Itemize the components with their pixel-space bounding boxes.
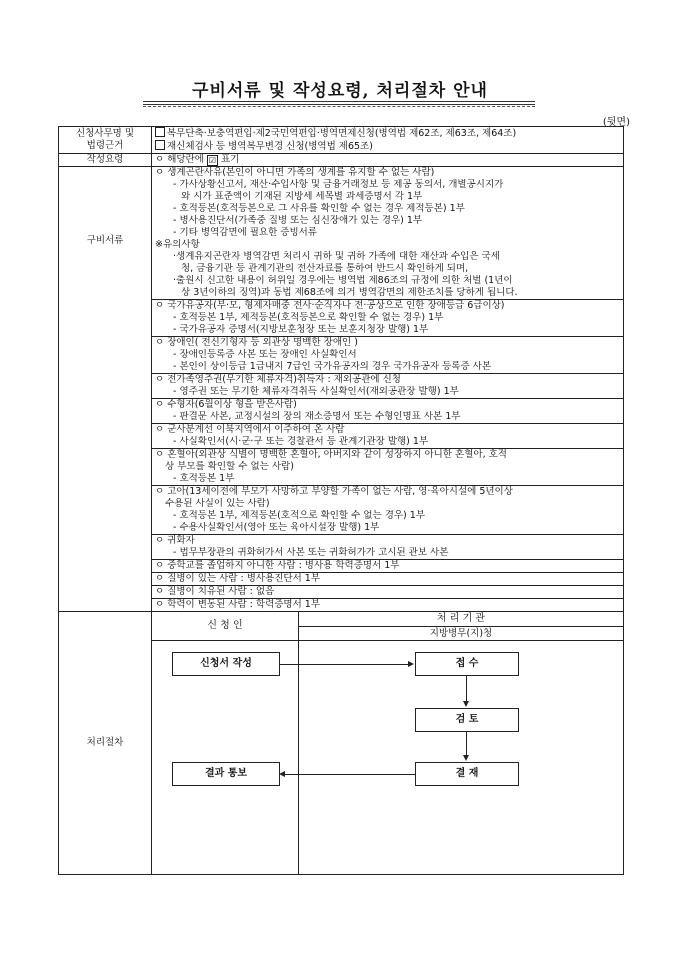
step-decide: 결 재 [415, 762, 519, 786]
document-requirement-block [152, 399, 623, 424]
requirement-item: - 법무부장관의 귀화허가서 사본 또는 귀화허가가 고시된 관보 사본 [173, 547, 449, 558]
requirement-heading: ㅇ 군사분계선 이북지역에서 이주하여 온 사람 [155, 424, 345, 435]
requirement-heading: ㅇ 학력이 변동된 사람 : 학력증명서 1부 [155, 599, 321, 610]
requirement-heading: ㅇ 질병이 치유된 사람 : 없음 [155, 586, 275, 597]
row-documents [59, 167, 624, 612]
document-requirement-block [152, 374, 623, 399]
checkbox[interactable] [155, 127, 165, 137]
requirement-item: - 영주권 또는 무기한 체류자격취득 사실확인서(재외공관장 발행) 1부 [173, 386, 459, 397]
requirement-item: - 국가유공자 증명서(지방보훈청장 또는 보훈지청장 발행) 1부 [173, 324, 429, 335]
checkbox[interactable] [155, 140, 165, 150]
arrow-line [279, 664, 409, 665]
arrow-line [285, 774, 415, 775]
procedure-diagram [152, 612, 623, 874]
checkmark-icon: ☑ [208, 156, 217, 165]
requirement-item: ·생계유지곤란자 병역감면 처리시 귀하 및 귀하 가족에 대한 재산과 수입은 국세 [173, 251, 500, 262]
requirement-item: - 가사상황신고서, 재산·수입사항 및 금융거래정보 등 제공 동의서, 개별공시지가 [173, 179, 504, 190]
row-guide [59, 154, 624, 167]
title-underline [143, 101, 535, 105]
requirement-item: ·출원시 신고한 내용이 허위일 경우에는 병역법 제86조의 규정에 의한 처벌 (1년이 [173, 275, 513, 286]
requirement-heading: ㅇ 질병이 있는 사람 : 병사용진단서 1부 [155, 573, 321, 584]
column-divider [298, 640, 299, 874]
requirement-item: 수용된 사실이 있는 사람) [165, 498, 270, 509]
requirement-item: - 본인이 상이등급 1급내지 7급인 국가유공자의 경우 국가유공자 등록증 사본 [173, 361, 492, 372]
requirement-heading: ㅇ 수형자(6월이상 형을 받은사람) [155, 399, 297, 410]
requirement-heading: ㅇ 생계곤란사유(본인이 아니면 가족의 생계를 유지할 수 없는 사람) [155, 167, 435, 178]
document-requirement-block [152, 337, 623, 374]
guide-cell: ㅇ 해당란에 ☑ 표기 [152, 154, 624, 167]
requirement-heading: ㅇ 국가유공자(부·모, 형제자매중 전사·순직자나 전·공상으로 인한 장애등급 6급이상) [155, 300, 505, 311]
document-requirement-block [152, 560, 623, 573]
document-requirement-block [152, 586, 623, 599]
requirement-heading: ㅇ 전가족영주권(무기한 체류자격)취득자 : 재외공관에 신청 [155, 374, 401, 385]
label-application-name: 신청사무명 및 법령근거 [59, 127, 152, 154]
requirement-heading: ㅇ 귀화자 [155, 535, 195, 546]
option-reexam[interactable]: 재신체검사 등 병역복무변경 신청(병역법 제65조) [155, 140, 620, 153]
requirement-item: - 장애인등록증 사본 또는 장애인 사실확인서 [173, 349, 357, 360]
info-table [58, 126, 624, 875]
requirement-item: 상 3년이하의 징역)과 동법 제68조에 의거 병역감면의 제한조치를 당하게 됩니다. [181, 287, 518, 298]
requirement-item: ※유의사항 [155, 239, 200, 250]
document-requirement-block [152, 424, 623, 449]
step-notify-result: 결과 통보 [172, 762, 280, 786]
document-requirement-block [152, 300, 623, 337]
requirement-heading: ㅇ 고아(13세이전에 부모가 사망하고 부양할 가족이 없는 사람, 영·육아시설에 5년이상 [155, 486, 513, 497]
document-requirement-block [152, 573, 623, 586]
requirement-item: - 사실확인서(시·군·구 또는 경찰관서 등 관계기관장 발행) 1부 [173, 436, 429, 447]
label-procedure: 처리절차 [59, 612, 152, 875]
document-requirement-block [152, 449, 623, 486]
label-guide: 작성요령 [59, 154, 152, 167]
arrow-down-icon [463, 701, 469, 707]
requirement-item: 와 시가 표준액이 기재된 지방세 세목별 과세증명서 각 1부 [181, 191, 423, 202]
requirement-item: - 수용사실확인서(영아 또는 육아시설장 발행) 1부 [173, 522, 380, 533]
requirement-item: - 병사용진단서(가족중 질병 또는 심신장애가 있는 경우) 1부 [173, 215, 423, 226]
label-documents: 구비서류 [59, 167, 152, 612]
document-requirement-block [152, 535, 623, 560]
arrow-line [466, 731, 467, 756]
document-requirement-block [152, 167, 623, 300]
agency-header: 처 리 기 관 [299, 612, 623, 627]
arrow-left-icon [279, 771, 285, 777]
requirement-heading: ㅇ 중학교를 졸업하지 아니한 사람 : 병사용 학력증명서 1부 [155, 560, 400, 571]
step-write-application: 신청서 작성 [172, 652, 280, 676]
title-underline-dashed [143, 106, 535, 107]
row-application-name [59, 127, 624, 154]
requirement-item: - 판결문 사본, 교정시설의 장의 재소증명서 또는 수형인명표 사본 1부 [173, 411, 461, 422]
step-receive: 접 수 [415, 652, 519, 676]
arrow-line [466, 675, 467, 702]
option-exemption[interactable]: 복무단축·보충역편입·제2국민역편입·병역면제신청(병역법 제62조, 제63조, 제64조) [155, 127, 620, 140]
requirement-item: - 기타 병역감면에 필요한 증빙서류 [173, 227, 317, 238]
document-requirement-block [152, 599, 623, 611]
applicant-header: 신 청 인 [152, 612, 299, 641]
arrow-right-icon [408, 661, 414, 667]
requirement-item: 청, 금융기관 등 관계기관의 전산자료를 통하여 반드시 확인하게 되며, [181, 263, 469, 274]
document-requirement-block [152, 486, 623, 535]
page-title: 구비서류 및 작성요령, 처리절차 안내 [192, 81, 488, 101]
requirement-item: 상 부모를 확인할 수 없는 사람) [165, 461, 294, 472]
documents-cell [152, 167, 624, 612]
requirement-item: - 호적등본 1부 [173, 473, 235, 484]
arrow-down-icon [463, 755, 469, 761]
requirement-heading: ㅇ 장애인( 전신기형자 등 외관상 명백한 장애인 ) [155, 337, 358, 348]
agency-subheader: 지방병무(지)청 [299, 627, 623, 641]
requirement-heading: ㅇ 혼혈아(외관상 식별이 명백한 혼혈아, 아버지와 같이 성장하지 아니한 혼혈아, 호적 [155, 449, 507, 460]
requirement-item: - 호적등본(호적등본으로 그 사유를 확인할 수 없는 경우 제적등본) 1부 [173, 203, 465, 214]
procedure-cell [152, 612, 624, 875]
row-procedure [59, 612, 624, 875]
step-review: 검 토 [415, 708, 519, 732]
application-name-cell [152, 127, 624, 154]
requirement-item: - 호적등본 1부, 제적등본(호적으로 확인할 수 없는 경우) 1부 [173, 510, 426, 521]
back-page-label: (뒷면) [602, 117, 630, 128]
requirement-item: - 호적등본 1부, 제적등본(호적등본으로 확인할 수 없는 경우) 1부 [173, 312, 444, 323]
